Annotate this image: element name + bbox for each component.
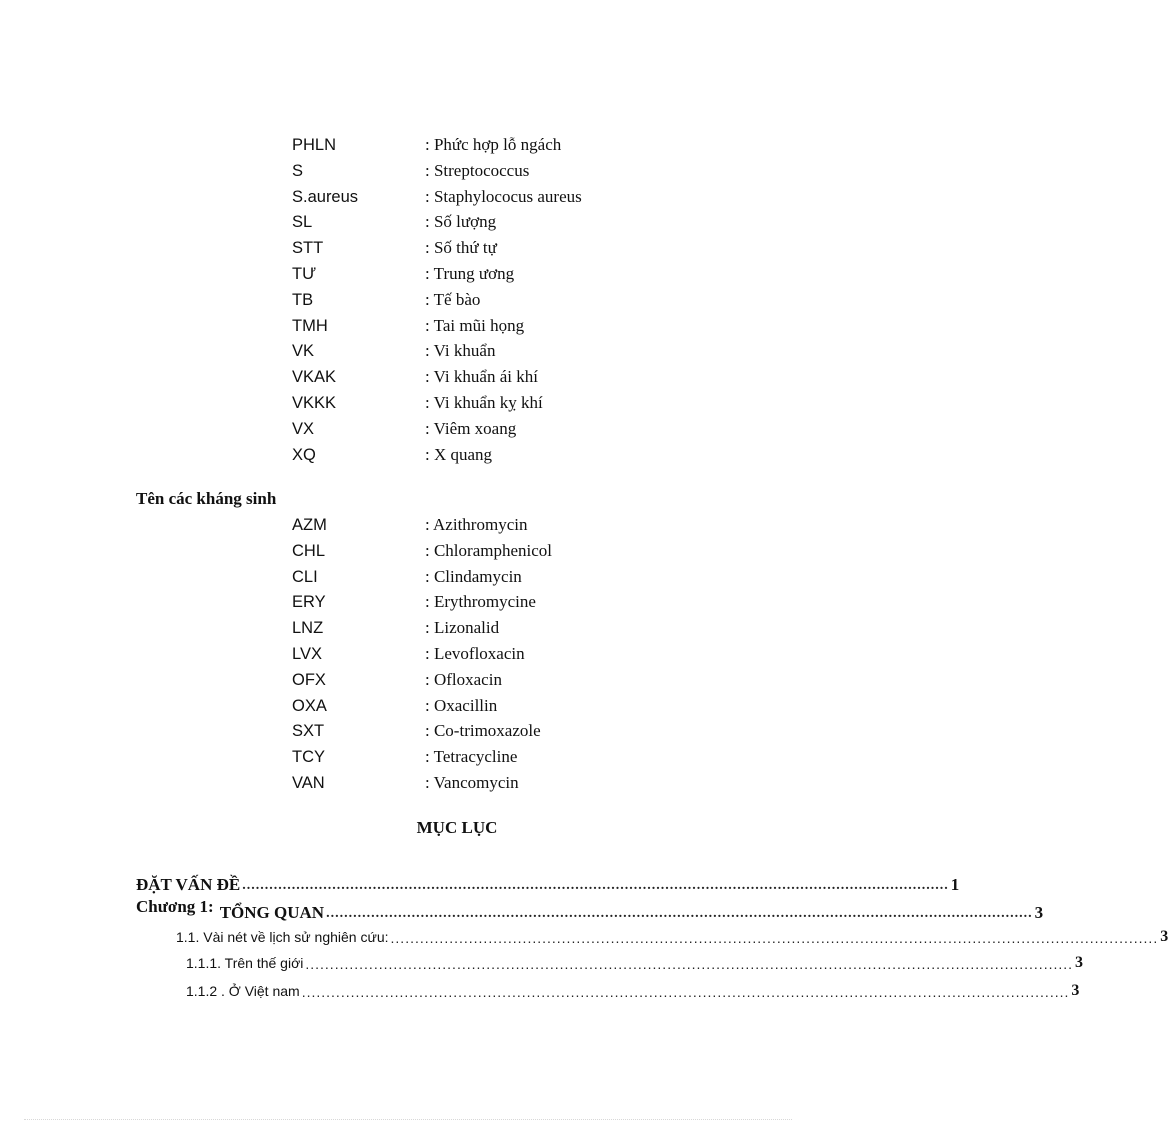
- abbreviation-list: [292, 132, 652, 467]
- antibiotic-name: : Oxacillin: [425, 695, 498, 715]
- abbreviation-row: [292, 158, 652, 184]
- abbreviation-row: [292, 338, 652, 364]
- antibiotic-name: : Co-trimoxazole: [425, 721, 541, 741]
- abbreviation-code: TƯ: [292, 264, 317, 283]
- antibiotic-code: VAN: [292, 773, 325, 792]
- abbreviation-code: PHLN: [292, 136, 337, 154]
- abbreviation-definition: : Tai mũi họng: [425, 315, 525, 335]
- antibiotic-name: : Lizonalid: [425, 618, 500, 638]
- abbreviation-code: VK: [292, 342, 315, 361]
- abbreviation-definition: : Vi khuẩn kỵ khí: [425, 392, 543, 412]
- antibiotic-row: [292, 667, 652, 693]
- abbreviation-row: [292, 287, 652, 313]
- abbreviation-row: [292, 261, 652, 287]
- toc-entry[interactable]: [136, 874, 960, 896]
- antibiotic-name: : Chloramphenicol: [425, 540, 553, 560]
- antibiotic-code: LNZ: [292, 619, 324, 638]
- abbreviation-definition: : Streptococcus: [425, 160, 530, 180]
- abbreviation-code: S: [292, 161, 304, 180]
- antibiotic-row: [292, 770, 652, 796]
- antibiotic-name: : Vancomycin: [425, 772, 519, 792]
- toc-entry[interactable]: [136, 897, 1044, 924]
- antibiotic-row: [292, 564, 652, 590]
- abbreviation-row: [292, 313, 652, 339]
- antibiotic-name: : Tetracycline: [425, 747, 518, 767]
- antibiotic-row: [292, 693, 652, 719]
- antibiotic-code: OFX: [292, 670, 326, 689]
- antibiotic-name: : Clindamycin: [425, 566, 522, 586]
- antibiotic-row: [292, 589, 652, 615]
- abbreviation-code: XQ: [292, 445, 316, 464]
- abbreviation-definition: : Tế bào: [425, 289, 481, 309]
- abbreviation-definition: : Vi khuẩn ái khí: [425, 367, 538, 387]
- abbreviation-definition: : Số lượng: [425, 212, 497, 232]
- antibiotic-row: [292, 744, 652, 770]
- abbreviation-definition: : X quang: [425, 444, 493, 464]
- antibiotic-list: [292, 512, 652, 796]
- antibiotic-code: LVX: [292, 644, 322, 663]
- abbreviation-definition: : Staphylococus aureus: [425, 186, 582, 206]
- abbreviation-row: [292, 184, 652, 210]
- abbreviation-row: [292, 132, 652, 158]
- abbreviation-definition: : Trung ương: [425, 263, 515, 283]
- toc-entry-label: 1.1. Vài nét về lịch sử nghiên cứu:: [176, 929, 389, 945]
- toc-leader-dots: .............................................................................................................................................................: [242, 878, 949, 893]
- antibiotic-name: : Levofloxacin: [425, 643, 525, 663]
- toc-entry-label: TỔNG QUAN: [219, 903, 325, 922]
- toc-leader-dots: .............................................................................................................................................................: [326, 906, 1033, 921]
- abbreviation-definition: : Phức hợp lỗ ngách: [425, 135, 562, 154]
- toc-entry-label: 1.1.1. Trên thế giới: [186, 955, 304, 971]
- toc-entry-page: 3: [1034, 903, 1044, 922]
- antibiotics-heading: Tên các kháng sinh: [136, 489, 277, 508]
- toc-leader-dots: .............................................................................................................................................................: [301, 984, 1070, 1000]
- toc-entry[interactable]: [186, 980, 1080, 1002]
- antibiotic-code: CLI: [292, 567, 318, 586]
- antibiotic-row: [292, 512, 652, 538]
- toc-entry-page: 3: [1075, 954, 1084, 971]
- toc-entry-label: 1.1.2 . Ở Việt nam: [186, 983, 300, 999]
- abbreviation-code: VKKK: [292, 393, 337, 412]
- abbreviation-row: [292, 390, 652, 416]
- abbreviation-code: STT: [292, 239, 324, 258]
- toc-entry-page: 1: [950, 875, 960, 894]
- toc-leader-dots: .............................................................................................................................................................: [390, 930, 1159, 946]
- antibiotic-code: TCY: [292, 748, 325, 767]
- abbreviation-row: [292, 416, 652, 442]
- antibiotic-code: OXA: [292, 696, 327, 715]
- antibiotic-name: : Ofloxacin: [425, 669, 502, 689]
- toc-entry[interactable]: [186, 952, 1084, 974]
- antibiotic-name: : Erythromycine: [425, 592, 536, 612]
- antibiotic-code: CHL: [292, 541, 326, 560]
- antibiotic-row: [292, 718, 652, 744]
- toc-entry-label: ĐẶT VẤN ĐỀ: [136, 875, 241, 894]
- toc-entry[interactable]: [176, 926, 1168, 948]
- abbreviation-definition: : Vi khuẩn: [425, 341, 496, 361]
- antibiotic-row: [292, 641, 652, 667]
- abbreviation-code: VKAK: [292, 368, 337, 387]
- toc-entry-page: 3: [1071, 982, 1080, 999]
- toc-entry-page: 3: [1160, 928, 1168, 945]
- toc-chapter-prefix: Chương 1:: [136, 897, 214, 916]
- abbreviation-row: [292, 209, 652, 235]
- toc-entry-heading: [136, 897, 325, 924]
- abbreviation-row: [292, 235, 652, 261]
- abbreviation-code: TMH: [292, 316, 328, 335]
- page-bottom-rule: [24, 1119, 792, 1120]
- abbreviation-definition: : Số thứ tự: [425, 238, 497, 258]
- toc-title: MỤC LỤC: [416, 818, 498, 837]
- antibiotic-name: : Azithromycin: [425, 515, 528, 534]
- antibiotic-row: [292, 615, 652, 641]
- abbreviation-code: TB: [292, 290, 314, 309]
- abbreviation-code: VX: [292, 419, 315, 438]
- abbreviation-row: [292, 442, 652, 468]
- antibiotic-row: [292, 538, 652, 564]
- abbreviation-definition: : Viêm xoang: [425, 418, 517, 438]
- abbreviation-row: [292, 364, 652, 390]
- abbreviation-code: SL: [292, 213, 313, 232]
- toc-leader-dots: .............................................................................................................................................................: [305, 956, 1074, 972]
- abbreviation-code: S.aureus: [292, 187, 359, 206]
- antibiotic-code: AZM: [292, 516, 327, 534]
- antibiotic-code: SXT: [292, 722, 325, 741]
- antibiotic-code: ERY: [292, 593, 326, 612]
